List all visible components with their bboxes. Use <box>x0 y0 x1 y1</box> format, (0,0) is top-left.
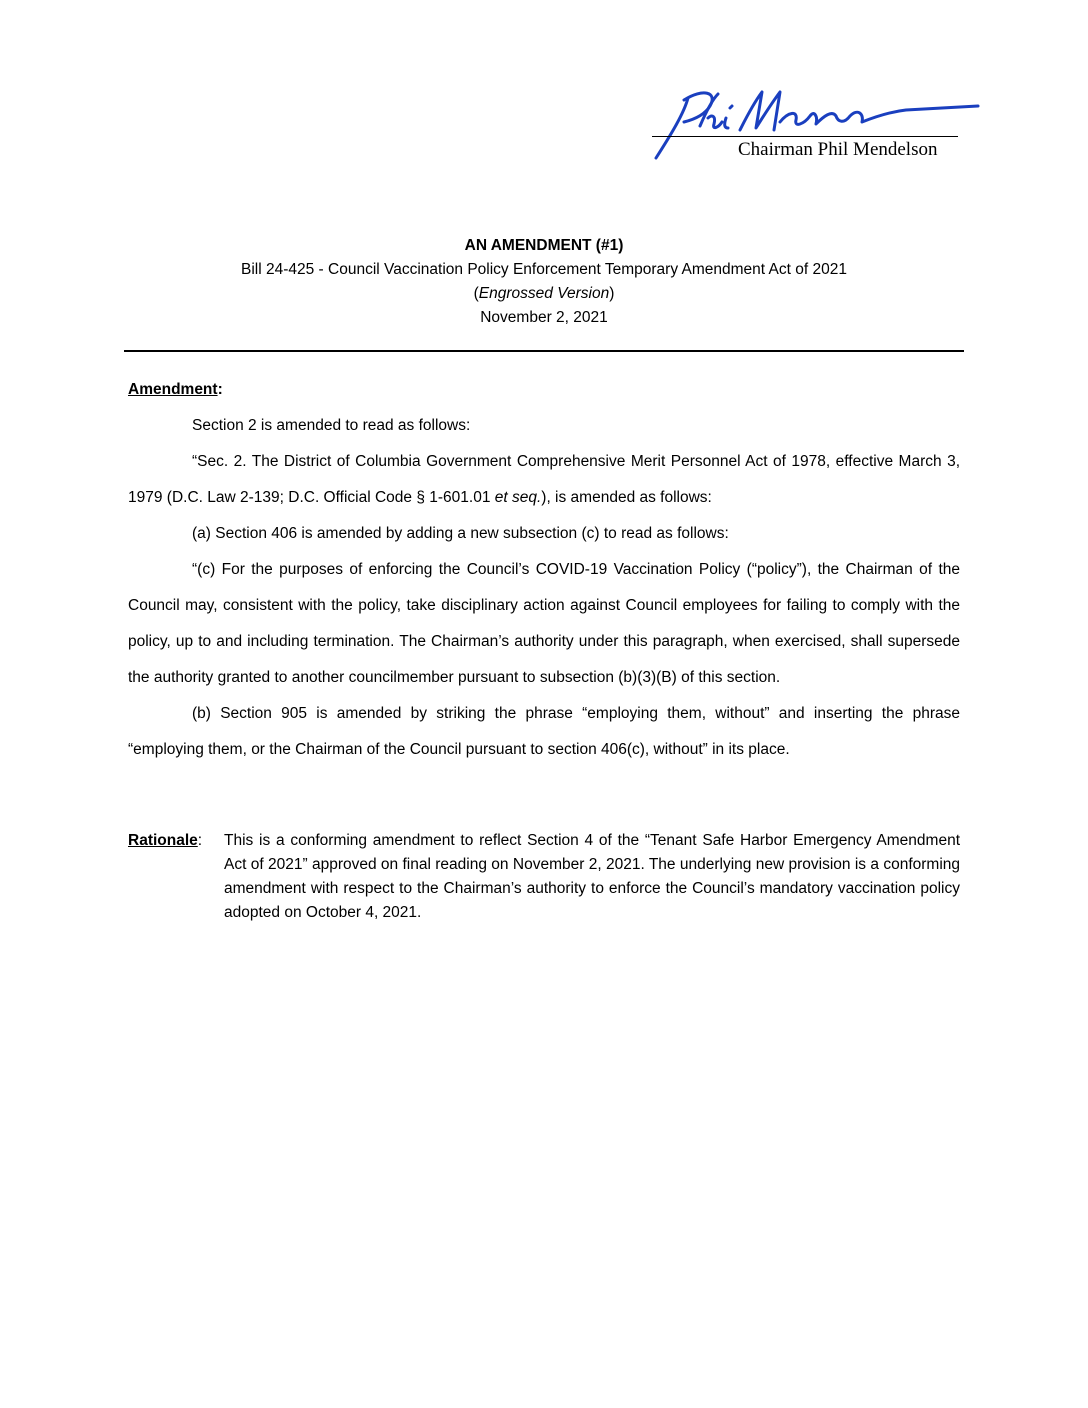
document-heading <box>124 234 964 330</box>
rationale-text: This is a conforming amendment to reflect Section 4 of the “Tenant Safe Harbor Emergency Amendment Act of 2021” approved on final reading on November 2, 2021. The underlying new provision is a conforming amendment with respect to the Chairman’s authority to enforce the Council’s mandatory vaccination policy adopted on October 4, 2021. <box>224 832 960 921</box>
signer-caption: Chairman Phil Mendelson <box>738 139 938 160</box>
et-seq: et seq. <box>494 489 542 506</box>
amendment-body <box>128 372 960 768</box>
bill-title: Bill 24-425 - Council Vaccination Policy Enforcement Temporary Amendment Act of 2021 <box>241 261 847 278</box>
version-label: Engrossed Version <box>478 285 610 302</box>
amendment-label: Amendment <box>128 381 218 398</box>
version-close-paren: ) <box>609 285 615 302</box>
amendment-paragraph: (b) Section 905 is amended by striking the phrase “employing them, without” and inserting the phrase “employing them, or the Chairman of the Council pursuant to section 406(c), without” in its place. <box>128 705 960 758</box>
amendment-title: AN AMENDMENT (#1) <box>464 237 624 254</box>
rationale-label-colon: : <box>197 832 203 849</box>
rationale-section <box>128 829 960 925</box>
version-open-paren: ( <box>473 285 479 302</box>
signature-block <box>648 78 983 168</box>
rationale-label: Rationale <box>128 832 198 849</box>
signature-line <box>652 136 958 137</box>
amendment-paragraph: (a) Section 406 is amended by adding a new subsection (c) to read as follows: <box>192 525 729 542</box>
amendment-paragraph <box>128 444 960 516</box>
version-line <box>124 282 964 306</box>
heading-divider <box>124 350 964 352</box>
document-date: November 2, 2021 <box>480 309 608 326</box>
amendment-paragraph: Section 2 is amended to read as follows: <box>192 417 471 434</box>
amendment-paragraph: “(c) For the purposes of enforcing the Council’s COVID-19 Vaccination Policy (“policy”), the Chairman of the Council may, consistent with the policy, take disciplinary action against Council employees for failing to comply with the policy, up to and including termination. The Chairman’s authority under this paragraph, when exercised, shall supersede the authority granted to another councilmember pursuant to subsection (b)(3)(B) of this section. <box>128 561 960 686</box>
sec2-text-end: ), is amended as follows: <box>541 489 712 506</box>
rationale-label-wrap <box>128 829 224 925</box>
sec2-text: “Sec. 2. The District of Columbia Government Comprehensive Merit Personnel Act of 1978, effective March 3, 1979 (D.C. Law 2-139; D.C. Official Code § 1-601.01 <box>128 453 960 506</box>
amendment-label-colon: : <box>217 381 223 398</box>
amendment-label-line <box>128 372 960 408</box>
